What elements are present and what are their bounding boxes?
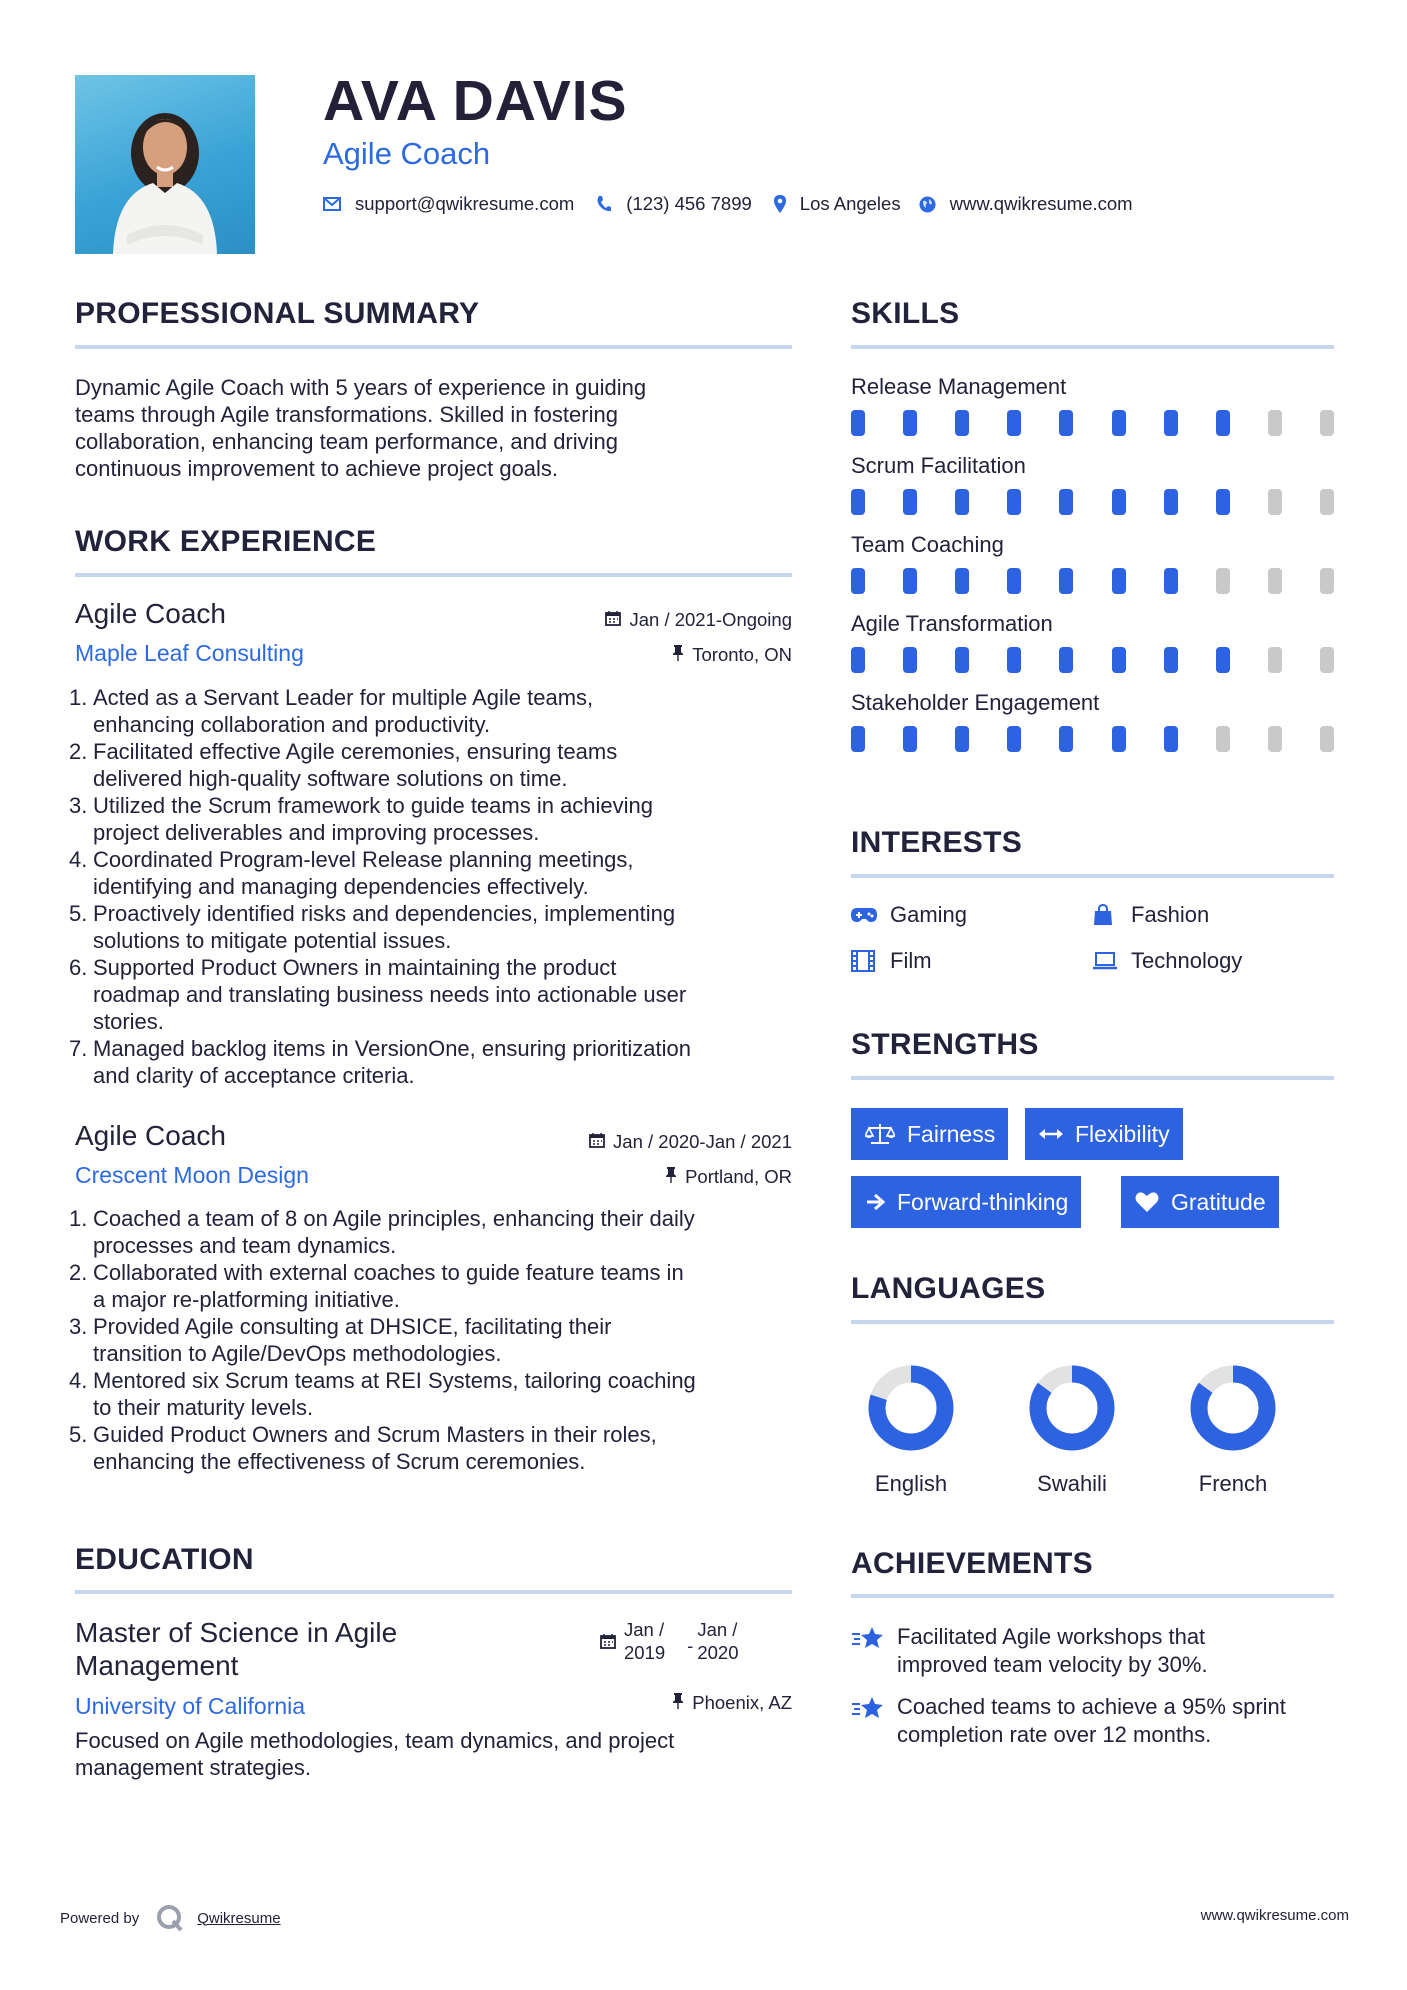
strengths-divider bbox=[851, 1076, 1334, 1080]
job-location bbox=[672, 644, 792, 666]
rating-dot-filled bbox=[1112, 647, 1126, 673]
rating-dot-empty bbox=[1268, 726, 1282, 752]
candidate-role: Agile Coach bbox=[323, 136, 491, 171]
rating-dot-filled bbox=[1059, 489, 1073, 515]
list-item bbox=[93, 1259, 813, 1313]
rating-dot-filled bbox=[1059, 647, 1073, 673]
summary-title: PROFESSIONAL SUMMARY bbox=[75, 297, 480, 330]
education-location bbox=[672, 1692, 792, 1714]
rating-dot-filled bbox=[1112, 568, 1126, 594]
language-donut bbox=[1002, 1362, 1142, 1462]
achievement-line: Facilitated Agile workshops that bbox=[897, 1624, 1206, 1649]
achievements-list bbox=[851, 1623, 1341, 1749]
list-item bbox=[93, 1035, 813, 1089]
list-line: Guided Product Owners and Scrum Masters in their roles, bbox=[93, 1422, 657, 1447]
map-marker-icon bbox=[774, 195, 786, 213]
rating-dot-filled bbox=[1216, 410, 1230, 436]
calendar-icon bbox=[589, 1131, 605, 1153]
list-item bbox=[93, 846, 813, 900]
contact-website[interactable]: www.qwikresume.com bbox=[949, 193, 1133, 214]
pushpin-icon bbox=[672, 644, 684, 666]
job-company: Crescent Moon Design bbox=[75, 1162, 309, 1188]
list-line: Coordinated Program-level Release planning meetings, bbox=[93, 847, 634, 872]
degree-line: Master of Science in Agile bbox=[75, 1617, 398, 1648]
list-line: Mentored six Scrum teams at REI Systems, tailoring coaching bbox=[93, 1368, 696, 1393]
interest-label: Film bbox=[890, 948, 932, 973]
shopping-bag-icon bbox=[1092, 902, 1122, 928]
education-dates bbox=[600, 1618, 738, 1664]
summary-text bbox=[75, 374, 792, 482]
summary-line: collaboration, enhancing team performance, and driving bbox=[75, 429, 618, 454]
languages-divider bbox=[851, 1320, 1334, 1324]
gamepad-icon bbox=[851, 902, 881, 928]
list-item bbox=[93, 1205, 813, 1259]
calendar-icon bbox=[600, 1633, 616, 1649]
degree-line: Management bbox=[75, 1650, 239, 1681]
list-line: identifying and managing dependencies effectively. bbox=[93, 874, 589, 899]
list-line: enhancing the effectiveness of Scrum ceremonies. bbox=[93, 1449, 586, 1474]
brand-link[interactable]: Qwikresume bbox=[197, 1909, 281, 1927]
list-line: enhancing collaboration and productivity. bbox=[93, 712, 491, 737]
skill-rating bbox=[851, 489, 1334, 515]
end-date bbox=[697, 1618, 738, 1664]
education-line: Focused on Agile methodologies, team dynamics, and project bbox=[75, 1728, 675, 1753]
skill-rating bbox=[851, 568, 1334, 594]
contact-bar bbox=[323, 193, 1155, 215]
language-item bbox=[841, 1362, 981, 1497]
list-line: Proactively identified risks and dependencies, implementing bbox=[93, 901, 676, 926]
rating-dot-filled bbox=[1007, 726, 1021, 752]
rating-dot-filled bbox=[903, 647, 917, 673]
rating-dot-filled bbox=[1007, 410, 1021, 436]
list-line: Supported Product Owners in maintaining the product bbox=[93, 955, 617, 980]
film-icon bbox=[851, 948, 881, 974]
rating-dot-filled bbox=[955, 489, 969, 515]
achievement-text bbox=[897, 1693, 1286, 1749]
star-award-icon bbox=[851, 1693, 885, 1729]
strength-label: Flexibility bbox=[1075, 1120, 1170, 1147]
rating-dot-filled bbox=[903, 410, 917, 436]
start-date bbox=[624, 1618, 665, 1664]
job-date-text: Jan / 2020-Jan / 2021 bbox=[613, 1131, 792, 1152]
strengths-title: STRENGTHS bbox=[851, 1028, 1039, 1061]
list-item bbox=[93, 684, 813, 738]
rating-dot-empty bbox=[1216, 726, 1230, 752]
list-item bbox=[93, 954, 813, 1035]
rating-dot-filled bbox=[1059, 726, 1073, 752]
skills-title: SKILLS bbox=[851, 297, 960, 330]
strength-label: Forward-thinking bbox=[897, 1188, 1069, 1215]
job-location-text: Toronto, ON bbox=[692, 644, 792, 665]
languages-list bbox=[841, 1362, 1341, 1502]
job-location bbox=[665, 1166, 792, 1188]
skill-label: Team Coaching bbox=[851, 532, 1004, 557]
rating-dot-filled bbox=[1216, 647, 1230, 673]
degree-title bbox=[75, 1616, 397, 1682]
achievement-item bbox=[851, 1693, 1341, 1749]
list-line: roadmap and translating business needs into actionable user bbox=[93, 982, 687, 1007]
skill-item bbox=[851, 374, 1334, 436]
rating-dot-empty bbox=[1268, 568, 1282, 594]
interest-label: Fashion bbox=[1131, 902, 1210, 927]
rating-dot-filled bbox=[1112, 489, 1126, 515]
list-item bbox=[93, 738, 813, 792]
rating-dot-empty bbox=[1268, 647, 1282, 673]
rating-dot-empty bbox=[1268, 489, 1282, 515]
rating-dot-filled bbox=[1216, 489, 1230, 515]
rating-dot-filled bbox=[1112, 410, 1126, 436]
heart-icon bbox=[1135, 1191, 1159, 1213]
rating-dot-filled bbox=[851, 568, 865, 594]
education-location-text: Phoenix, AZ bbox=[692, 1692, 792, 1713]
summary-line: Dynamic Agile Coach with 5 years of experience in guiding bbox=[75, 375, 647, 400]
contact-phone[interactable]: (123) 456 7899 bbox=[626, 193, 752, 214]
list-line: Utilized the Scrum framework to guide teams in achieving bbox=[93, 793, 654, 818]
job-date bbox=[605, 609, 792, 631]
list-item bbox=[93, 792, 813, 846]
strength-tag bbox=[851, 1108, 1008, 1160]
candidate-name: AVA DAVIS bbox=[323, 69, 628, 133]
rating-dot-filled bbox=[851, 489, 865, 515]
rating-dot-filled bbox=[851, 647, 865, 673]
strength-label: Gratitude bbox=[1171, 1188, 1266, 1215]
start-month: Jan / bbox=[624, 1619, 665, 1640]
rating-dot-filled bbox=[955, 568, 969, 594]
star-award-icon bbox=[851, 1623, 885, 1659]
education-divider bbox=[75, 1590, 792, 1594]
footer-website[interactable]: www.qwikresume.com bbox=[1200, 1907, 1349, 1924]
interests-divider bbox=[851, 874, 1334, 878]
summary-divider bbox=[75, 345, 792, 349]
skill-rating bbox=[851, 647, 1334, 673]
rating-dot-empty bbox=[1320, 568, 1334, 594]
skill-label: Agile Transformation bbox=[851, 611, 1053, 636]
job-title: Agile Coach bbox=[75, 598, 226, 629]
skill-item bbox=[851, 611, 1334, 673]
job-date bbox=[589, 1131, 792, 1153]
rating-dot-filled bbox=[955, 647, 969, 673]
list-line: solutions to mitigate potential issues. bbox=[93, 928, 452, 953]
arrow-right-icon bbox=[865, 1192, 885, 1212]
interest-item bbox=[1092, 902, 1209, 928]
skill-item bbox=[851, 690, 1334, 752]
language-item bbox=[1002, 1362, 1142, 1497]
calendar-icon bbox=[605, 609, 621, 631]
list-item bbox=[93, 1367, 813, 1421]
strength-tag bbox=[1025, 1108, 1183, 1160]
school-name: University of California bbox=[75, 1693, 306, 1719]
list-line: processes and team dynamics. bbox=[93, 1233, 397, 1258]
language-donut bbox=[841, 1362, 981, 1462]
skill-label: Stakeholder Engagement bbox=[851, 690, 1100, 715]
rating-dot-filled bbox=[1112, 726, 1126, 752]
list-item bbox=[93, 900, 813, 954]
rating-dot-filled bbox=[1007, 489, 1021, 515]
summary-line: continuous improvement to achieve project goals. bbox=[75, 456, 559, 481]
end-month: Jan / bbox=[697, 1619, 738, 1640]
rating-dot-empty bbox=[1320, 647, 1334, 673]
rating-dot-filled bbox=[903, 489, 917, 515]
list-line: transition to Agile/DevOps methodologies. bbox=[93, 1341, 502, 1366]
date-separator: - bbox=[687, 1634, 694, 1656]
skill-label: Release Management bbox=[851, 374, 1067, 399]
laptop-icon bbox=[1092, 948, 1122, 974]
contact-email[interactable]: support@qwikresume.com bbox=[355, 193, 575, 214]
job-company: Maple Leaf Consulting bbox=[75, 640, 304, 666]
achievement-line: Coached teams to achieve a 95% sprint bbox=[897, 1694, 1286, 1719]
achievement-item bbox=[851, 1623, 1341, 1679]
achievement-line: completion rate over 12 months. bbox=[897, 1722, 1212, 1747]
powered-by-text: Powered by bbox=[60, 1909, 140, 1927]
arrows-horizontal-icon bbox=[1039, 1127, 1063, 1141]
footer-branding bbox=[60, 1903, 281, 1933]
rating-dot-filled bbox=[1007, 647, 1021, 673]
list-line: Provided Agile consulting at DHSICE, facilitating their bbox=[93, 1314, 612, 1339]
list-item bbox=[93, 1313, 813, 1367]
strength-label: Fairness bbox=[907, 1120, 996, 1147]
list-line: Acted as a Servant Leader for multiple Agile teams, bbox=[93, 685, 594, 710]
education-title: EDUCATION bbox=[75, 1543, 254, 1576]
skill-rating bbox=[851, 410, 1334, 436]
language-label: French bbox=[1198, 1471, 1268, 1496]
rating-dot-empty bbox=[1268, 410, 1282, 436]
job-bullets bbox=[75, 1205, 813, 1475]
list-item bbox=[93, 1421, 813, 1475]
pushpin-icon bbox=[665, 1166, 677, 1188]
contact-location: Los Angeles bbox=[799, 193, 901, 214]
rating-dot-filled bbox=[955, 726, 969, 752]
education-line: management strategies. bbox=[75, 1755, 312, 1780]
achievements-title: ACHIEVEMENTS bbox=[851, 1547, 1093, 1580]
achievements-divider bbox=[851, 1594, 1334, 1598]
end-year: 2020 bbox=[697, 1642, 739, 1663]
list-line: Facilitated effective Agile ceremonies, ensuring teams bbox=[93, 739, 618, 764]
achievement-text bbox=[897, 1623, 1208, 1679]
list-line: to their maturity levels. bbox=[93, 1395, 314, 1420]
interests-title: INTERESTS bbox=[851, 826, 1023, 859]
skill-item bbox=[851, 532, 1334, 594]
list-line: and clarity of acceptance criteria. bbox=[93, 1063, 415, 1088]
rating-dot-filled bbox=[955, 410, 969, 436]
balance-scale-icon bbox=[865, 1123, 895, 1145]
list-line: project deliverables and improving processes. bbox=[93, 820, 540, 845]
experience-title: WORK EXPERIENCE bbox=[75, 525, 377, 558]
phone-icon bbox=[596, 195, 612, 213]
envelope-icon bbox=[323, 197, 341, 211]
language-donut bbox=[1163, 1362, 1303, 1462]
interest-label: Technology bbox=[1131, 948, 1243, 973]
globe-icon bbox=[919, 196, 936, 213]
experience-divider bbox=[75, 573, 792, 577]
rating-dot-empty bbox=[1320, 726, 1334, 752]
rating-dot-filled bbox=[903, 568, 917, 594]
rating-dot-empty bbox=[1216, 568, 1230, 594]
list-line: Managed backlog items in VersionOne, ensuring prioritization bbox=[93, 1036, 691, 1061]
rating-dot-empty bbox=[1320, 489, 1334, 515]
skills-list bbox=[851, 374, 1334, 769]
job-title: Agile Coach bbox=[75, 1120, 226, 1151]
skill-item bbox=[851, 453, 1334, 515]
rating-dot-filled bbox=[1059, 568, 1073, 594]
education-description bbox=[75, 1727, 795, 1781]
strength-tag bbox=[1121, 1176, 1279, 1228]
language-label: English bbox=[874, 1471, 948, 1496]
achievement-line: improved team velocity by 30%. bbox=[897, 1652, 1208, 1677]
rating-dot-filled bbox=[851, 726, 865, 752]
strength-tag bbox=[851, 1176, 1081, 1228]
rating-dot-filled bbox=[1164, 410, 1178, 436]
list-line: a major re-platforming initiative. bbox=[93, 1287, 400, 1312]
profile-photo bbox=[75, 75, 255, 254]
list-line: stories. bbox=[93, 1009, 164, 1034]
list-line: delivered high-quality software solutions on time. bbox=[93, 766, 568, 791]
rating-dot-filled bbox=[1059, 410, 1073, 436]
rating-dot-filled bbox=[851, 410, 865, 436]
pushpin-icon bbox=[672, 1692, 684, 1714]
interest-item bbox=[851, 902, 967, 928]
language-label: Swahili bbox=[1037, 1471, 1107, 1496]
interest-label: Gaming bbox=[890, 902, 968, 927]
job-location-text: Portland, OR bbox=[685, 1166, 792, 1187]
skill-label: Scrum Facilitation bbox=[851, 453, 1026, 478]
rating-dot-empty bbox=[1320, 410, 1334, 436]
language-item bbox=[1163, 1362, 1303, 1497]
languages-title: LANGUAGES bbox=[851, 1272, 1046, 1305]
start-year: 2019 bbox=[624, 1642, 666, 1663]
summary-line: teams through Agile transformations. Skilled in fostering bbox=[75, 402, 618, 427]
rating-dot-filled bbox=[1007, 568, 1021, 594]
skill-rating bbox=[851, 726, 1334, 752]
qwikresume-logo-icon bbox=[155, 1903, 185, 1933]
skills-divider bbox=[851, 345, 1334, 349]
rating-dot-filled bbox=[1164, 489, 1178, 515]
rating-dot-filled bbox=[1164, 647, 1178, 673]
interest-item bbox=[1092, 948, 1242, 974]
rating-dot-filled bbox=[903, 726, 917, 752]
rating-dot-filled bbox=[1164, 568, 1178, 594]
job-bullets bbox=[75, 684, 813, 1089]
rating-dot-filled bbox=[1164, 726, 1178, 752]
list-line: Coached a team of 8 on Agile principles, enhancing their daily bbox=[93, 1206, 695, 1231]
interest-item bbox=[851, 948, 932, 974]
list-line: Collaborated with external coaches to guide feature teams in bbox=[93, 1260, 684, 1285]
job-date-text: Jan / 2021-Ongoing bbox=[629, 609, 792, 630]
